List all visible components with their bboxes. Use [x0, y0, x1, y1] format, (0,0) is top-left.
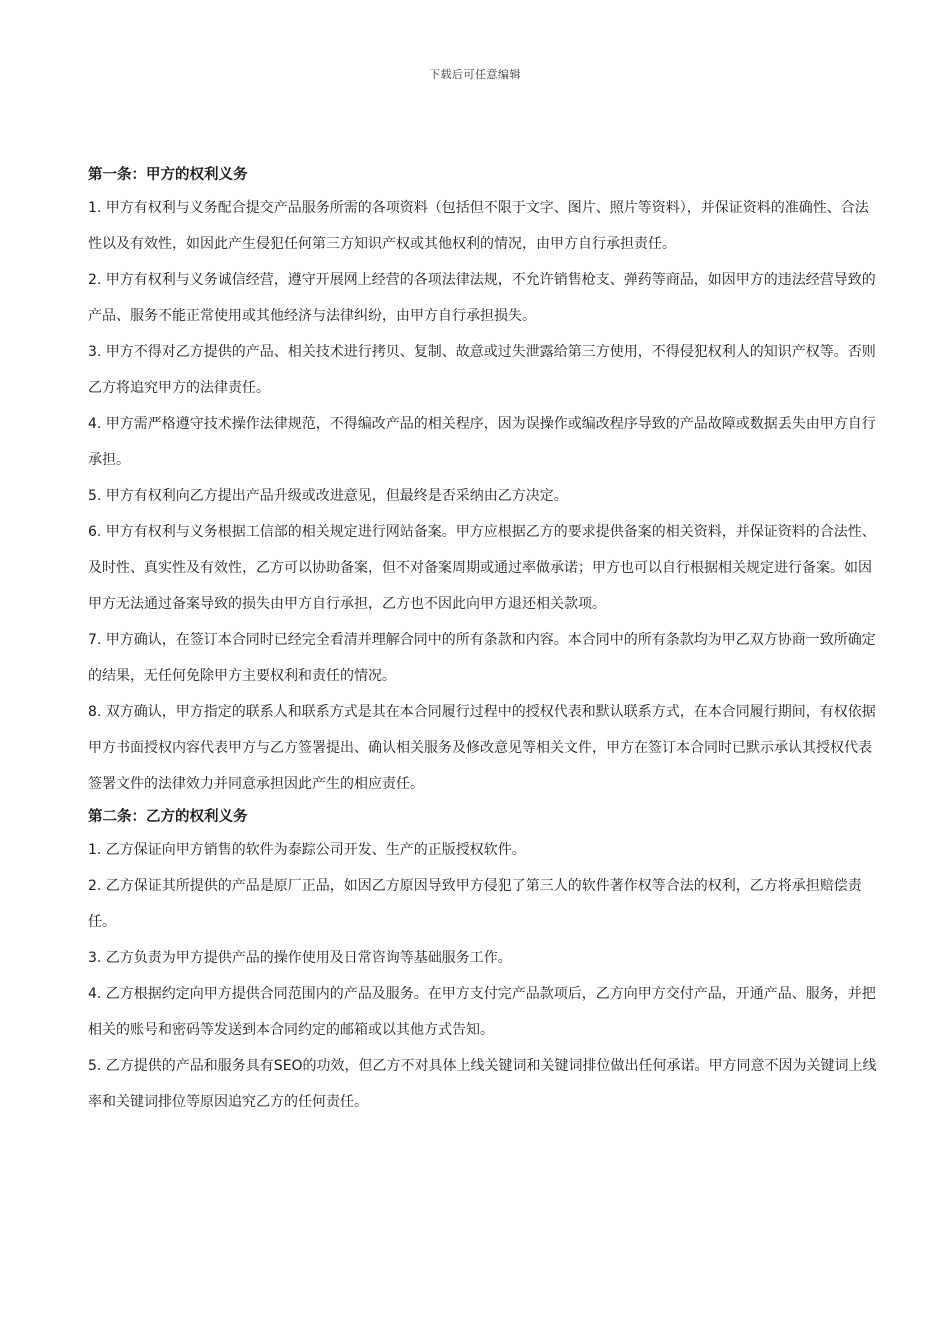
clause-item: 5. 甲方有权利向乙方提出产品升级或改进意见，但最终是否采纳由乙方决定。 — [88, 488, 568, 504]
clause-item: 2. 甲方有权利与义务诚信经营，遵守开展网上经营的各项法律法规，不允许销售枪支、弹药等商品，如因甲方的违法经营导致的产品、服务不能正常使用或其他经济与法律纠纷，由甲方自行承担损失。 — [88, 272, 876, 324]
clause-item: 2. 乙方保证其所提供的产品是原厂正品，如因乙方原因导致甲方侵犯了第三人的软件著作权等合法的权利，乙方将承担赔偿责任。 — [88, 878, 862, 930]
section-party-a — [88, 160, 878, 802]
clause-item: 4. 甲方需严格遵守技术操作法律规范，不得编改产品的相关程序，因为误操作或编改程序导致的产品故障或数据丢失由甲方自行承担。 — [88, 416, 876, 468]
page-header: 下载后可任意编辑 — [429, 68, 521, 81]
clause-item: 3. 乙方负责为甲方提供产品的操作使用及日常咨询等基础服务工作。 — [88, 950, 512, 966]
clause-item: 7. 甲方确认，在签订本合同时已经完全看清并理解合同中的所有条款和内容。本合同中的所有条款均为甲乙双方协商一致所确定的结果，无任何免除甲方主要权利和责任的情况。 — [88, 632, 876, 684]
clause-item: 6. 甲方有权利与义务根据工信部的相关规定进行网站备案。甲方应根据乙方的要求提供备案的相关资料，并保证资料的合法性、及时性、真实性及有效性，乙方可以协助备案，但不对备案周期或通过率做承诺；甲方也可以自行根据相关规定进行备案。如因甲方无法通过备案导致的损失由甲方自行承担，乙方也不因此向甲方退还相关款项。 — [88, 524, 876, 612]
section-title: 第二条：乙方的权利义务 — [88, 809, 248, 825]
clause-item: 5. 乙方提供的产品和服务具有SEO的功效，但乙方不对具体上线关键词和关键词排位做出任何承诺。甲方同意不因为关键词上线率和关键词排位等原因追究乙方的任何责任。 — [88, 1058, 877, 1110]
clause-item: 3. 甲方不得对乙方提供的产品、相关技术进行拷贝、复制、故意或过失泄露给第三方使用，不得侵犯权利人的知识产权等。否则乙方将追究甲方的法律责任。 — [88, 344, 876, 396]
clause-item: 4. 乙方根据约定向甲方提供合同范围内的产品及服务。在甲方支付完产品款项后，乙方向甲方交付产品，开通产品、服务，并把相关的账号和密码等发送到本合同约定的邮箱或以其他方式告知。 — [88, 986, 876, 1038]
document-body — [88, 160, 878, 1120]
clause-item: 8. 双方确认，甲方指定的联系人和联系方式是其在本合同履行过程中的授权代表和默认联系方式，在本合同履行期间，有权依据甲方书面授权内容代表甲方与乙方签署提出、确认相关服务及修改意见等相关文件，甲方在签订本合同时已默示承认其授权代表签署文件的法律效力并同意承担因此产生的相应责任。 — [88, 704, 876, 792]
clause-item: 1. 乙方保证向甲方销售的软件为泰踪公司开发、生产的正版授权软件。 — [88, 842, 526, 858]
section-party-b — [88, 802, 878, 1120]
section-title: 第一条：甲方的权利义务 — [88, 167, 248, 183]
clause-item: 1. 甲方有权利与义务配合提交产品服务所需的各项资料（包括但不限于文字、图片、照片等资料），并保证资料的准确性、合法性以及有效性，如因此产生侵犯任何第三方知识产权或其他权利的情况，由甲方自行承担责任。 — [88, 200, 869, 252]
